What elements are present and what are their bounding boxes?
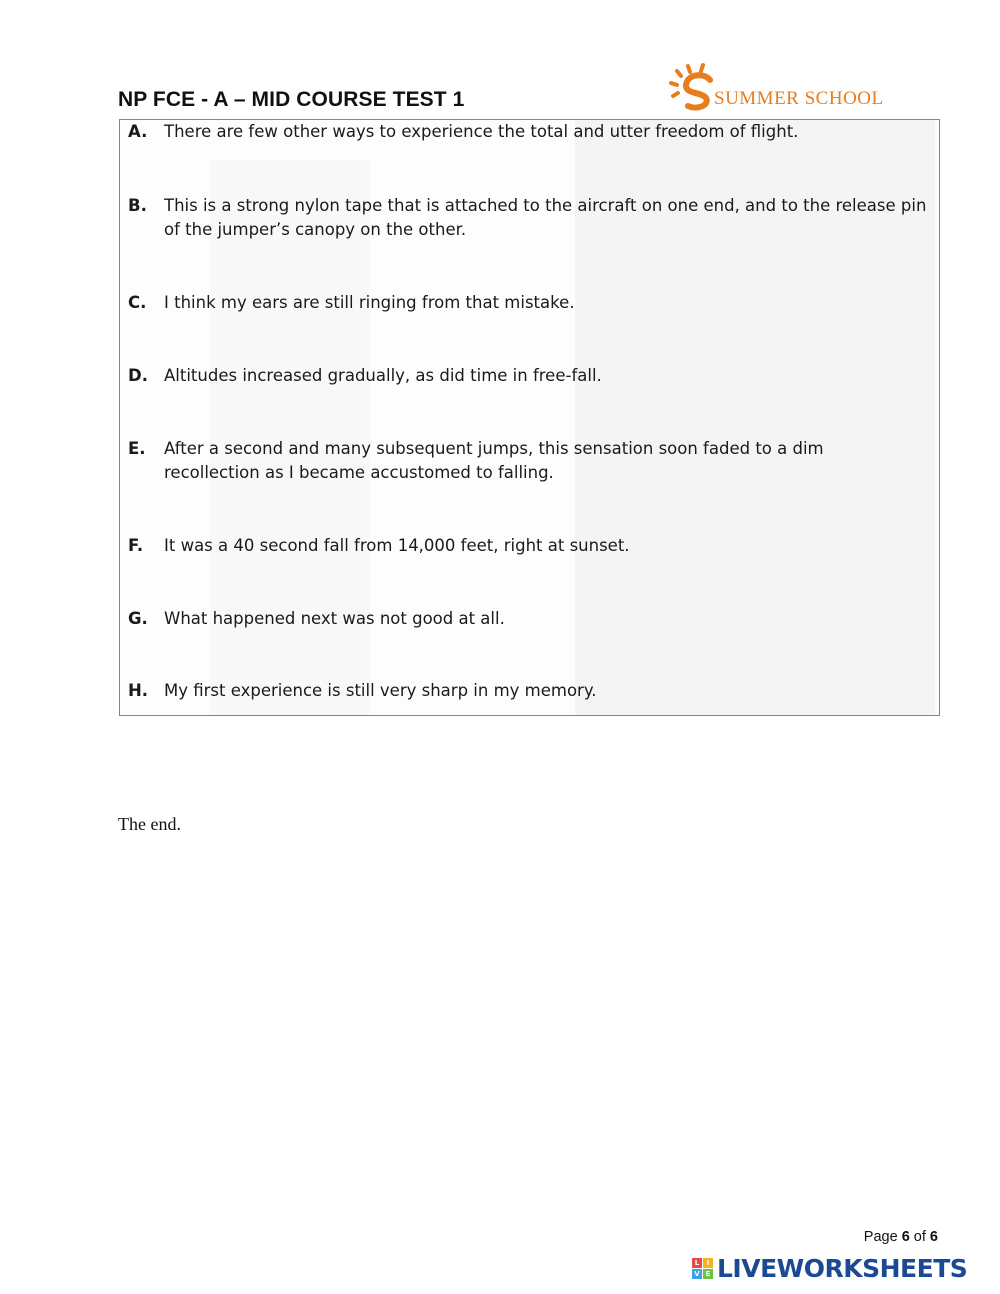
grid-letter: V (692, 1269, 702, 1279)
page-total: 6 (929, 1229, 938, 1245)
option-letter: H. (128, 681, 149, 700)
option-d (128, 364, 935, 388)
option-e (128, 437, 849, 485)
option-text: What happened next was not good at all. (164, 609, 505, 628)
liveworksheets-wordmark: LIVEWORKSHEETS (717, 1253, 968, 1283)
options-box (119, 119, 940, 716)
option-text: This is a strong nylon tape that is attached to the aircraft on one end, and to the release pin of the jumper’s canopy on the other. (164, 196, 927, 239)
option-g (128, 607, 935, 631)
page-number (864, 1229, 938, 1245)
option-letter: F. (128, 536, 144, 555)
option-text: I think my ears are still ringing from that mistake. (164, 293, 575, 312)
option-letter: E. (128, 439, 146, 458)
liveworksheets-grid-icon (692, 1258, 713, 1279)
option-letter: D. (128, 366, 148, 385)
liveworksheets-logo[interactable] (692, 1253, 967, 1283)
option-text: After a second and many subsequent jumps, this sensation soon faded to a dim recollection as I became accustomed to falling. (164, 439, 824, 482)
option-text: Altitudes increased gradually, as did time in free-fall. (164, 366, 602, 385)
option-letter: A. (128, 122, 148, 141)
document-title: NP FCE - A – MID COURSE TEST 1 (118, 88, 465, 111)
grid-letter: E (703, 1269, 713, 1279)
page-sep: of (913, 1229, 926, 1245)
page-prefix: Page (863, 1229, 898, 1245)
option-letter: C. (128, 293, 147, 312)
option-b (128, 194, 935, 242)
option-text: It was a 40 second fall from 14,000 feet, right at sunset. (164, 536, 630, 555)
option-text: There are few other ways to experience the total and utter freedom of flight. (164, 122, 799, 141)
option-h (128, 679, 935, 703)
option-c (128, 291, 935, 315)
option-a (128, 120, 935, 144)
page-current: 6 (901, 1229, 910, 1245)
grid-letter: L (692, 1258, 702, 1268)
option-text: My first experience is still very sharp in my memory. (164, 681, 597, 700)
grid-letter: I (703, 1258, 713, 1268)
logo-text: SUMMER SCHOOL (714, 88, 884, 109)
option-f (128, 534, 935, 558)
end-text: The end. (118, 814, 181, 834)
summer-school-logo (666, 60, 896, 116)
option-letter: B. (128, 196, 147, 215)
option-letter: G. (128, 609, 148, 628)
